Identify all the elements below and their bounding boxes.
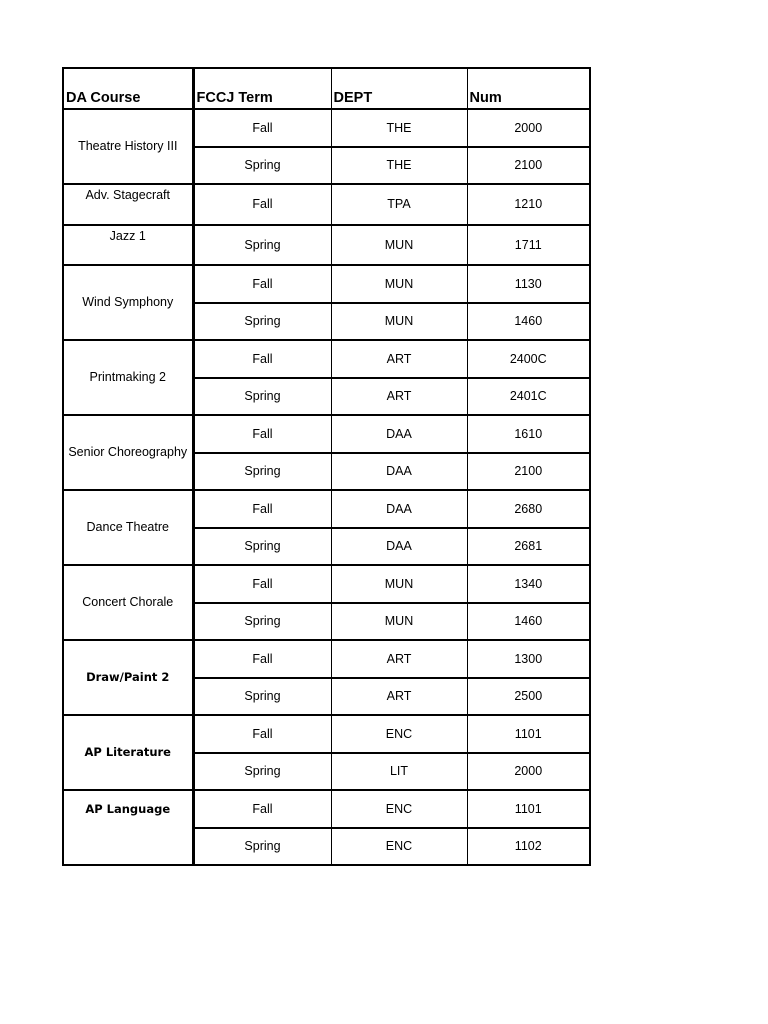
header-fccj-term: FCCJ Term [193,68,331,109]
term-cell: Fall [193,490,331,528]
dept-cell: ART [331,678,467,716]
num-cell: 1610 [467,415,590,453]
course-cell: Dance Theatre [63,490,193,565]
num-cell: 2401C [467,378,590,416]
dept-cell: DAA [331,528,467,566]
dept-cell: MUN [331,265,467,303]
table-row [63,490,590,528]
course-cell: AP Language [63,790,193,865]
num-cell: 1130 [467,265,590,303]
num-cell: 2100 [467,147,590,185]
dept-cell: LIT [331,753,467,791]
num-cell: 2000 [467,109,590,147]
dept-cell: MUN [331,225,467,266]
term-cell: Fall [193,109,331,147]
header-row [63,68,590,109]
table-row [63,184,590,225]
dept-cell: ENC [331,828,467,866]
dept-cell: ENC [331,790,467,828]
term-cell: Fall [193,790,331,828]
term-cell: Fall [193,340,331,378]
term-cell: Fall [193,415,331,453]
dept-cell: ART [331,640,467,678]
dept-cell: ART [331,378,467,416]
header-dept: DEPT [331,68,467,109]
term-cell: Spring [193,147,331,185]
num-cell: 1711 [467,225,590,266]
dept-cell: THE [331,147,467,185]
dept-cell: DAA [331,415,467,453]
num-cell: 2000 [467,753,590,791]
dept-cell: ART [331,340,467,378]
course-cell: Senior Choreography [63,415,193,490]
num-cell: 1210 [467,184,590,225]
table-row [63,790,590,828]
term-cell: Spring [193,678,331,716]
num-cell: 1101 [467,715,590,753]
header-da-course: DA Course [63,68,193,109]
num-cell: 2681 [467,528,590,566]
term-cell: Spring [193,528,331,566]
term-cell: Spring [193,225,331,266]
term-cell: Spring [193,378,331,416]
num-cell: 1460 [467,603,590,641]
table-row [63,225,590,266]
course-cell: AP Literature [63,715,193,790]
table-row [63,109,590,147]
table-row [63,565,590,603]
dept-cell: MUN [331,603,467,641]
course-cell: Concert Chorale [63,565,193,640]
num-cell: 1101 [467,790,590,828]
term-cell: Fall [193,640,331,678]
course-cell: Draw/Paint 2 [63,640,193,715]
table-row [63,265,590,303]
num-cell: 2680 [467,490,590,528]
dept-cell: MUN [331,565,467,603]
course-cell: Theatre History III [63,109,193,184]
course-cell: Jazz 1 [63,225,193,266]
num-cell: 1460 [467,303,590,341]
term-cell: Spring [193,303,331,341]
table-row [63,340,590,378]
term-cell: Fall [193,715,331,753]
dept-cell: MUN [331,303,467,341]
course-cell: Printmaking 2 [63,340,193,415]
num-cell: 1340 [467,565,590,603]
table-row [63,415,590,453]
term-cell: Spring [193,828,331,866]
num-cell: 2400C [467,340,590,378]
num-cell: 2500 [467,678,590,716]
dept-cell: THE [331,109,467,147]
num-cell: 2100 [467,453,590,491]
dept-cell: TPA [331,184,467,225]
course-cell: Wind Symphony [63,265,193,340]
table-row [63,640,590,678]
term-cell: Spring [193,453,331,491]
num-cell: 1102 [467,828,590,866]
dept-cell: DAA [331,453,467,491]
table-row [63,715,590,753]
course-cell: Adv. Stagecraft [63,184,193,225]
dept-cell: ENC [331,715,467,753]
term-cell: Fall [193,565,331,603]
term-cell: Fall [193,265,331,303]
course-table [62,67,591,866]
dept-cell: DAA [331,490,467,528]
header-num: Num [467,68,590,109]
term-cell: Spring [193,753,331,791]
term-cell: Spring [193,603,331,641]
term-cell: Fall [193,184,331,225]
num-cell: 1300 [467,640,590,678]
